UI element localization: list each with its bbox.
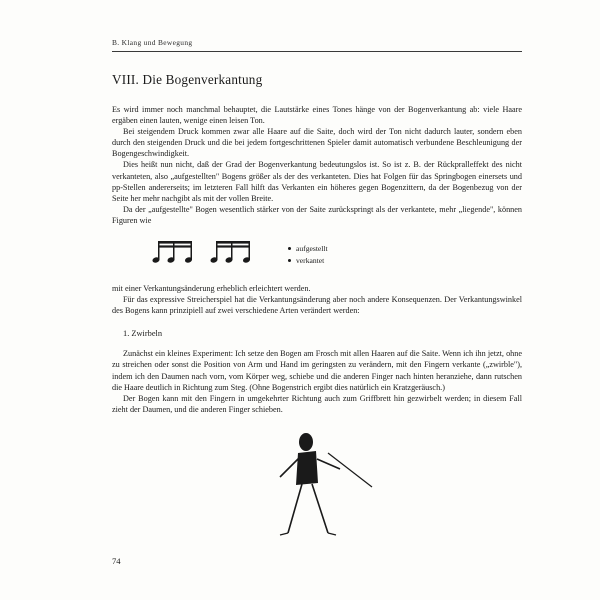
paragraph-4: Da der „aufgestellte" Bogen wesentlich stärker von der Saite zurückspringt als der verkantete, mehr „liegende", können Figuren wie <box>112 204 522 225</box>
paragraph-after-notation-2: Für das expressive Streicherspiel hat die Verkantungsänderung aber noch andere Konsequenzen. Der Verkantungswinkel des Bogens kann prinzipiell auf zwei verschiedene Arten verändert werden: <box>112 295 522 316</box>
page-title: VIII. Die Bogenverkantung <box>112 72 263 87</box>
notation-figure <box>112 235 522 275</box>
header-rule <box>112 51 522 52</box>
legend-item-verkantet: verkantet <box>288 255 328 267</box>
violinist-stick-figure-icon <box>232 425 402 545</box>
paragraph-section-2: Der Bogen kann mit den Fingern in umgekehrter Richtung auch zum Griffbrett hin gezwirbelt werden; in diesem Fall zieht der Daumen, und die anderen Finger schieben. <box>112 393 522 414</box>
legend-item-aufgestellt: aufgestellt <box>288 243 328 255</box>
page-number: 74 <box>112 556 121 566</box>
section-heading: 1. Zwirbeln <box>123 329 163 339</box>
running-head: B. Klang und Bewegung <box>112 38 193 47</box>
bullet-icon <box>288 259 291 262</box>
paragraph-section-1: Zunächst ein kleines Experiment: Ich setze den Bogen am Frosch mit allen Haaren auf die Saite. Wenn ich ihn jetzt, ohne zu streichen oder sonst die Position von Arm und Hand im geringsten zu verändern, mit den Fingern verkante („zwirble"), indem ich den Daumen nach vorn, vom Körper weg, schiebe und die anderen Finger nach hinten heranziehe, dann rutschen die Haare deutlich in Richtung zum Steg. (Ohne Bogenstrich ergibt dies natürlich ein Kratzgeräusch.) <box>112 349 522 392</box>
music-notation-icon <box>152 235 272 275</box>
notation-legend <box>288 243 328 267</box>
paragraph-1: Es wird immer noch manchmal behauptet, die Lautstärke eines Tones hänge von der Bogenverkantung ab: viele Haare ergäben einen lauten, wenige einen leisen Ton. <box>112 105 522 126</box>
paragraph-2: Bei steigendem Druck kommen zwar alle Haare auf die Saite, doch wird der Ton nicht dadurch lauter, sondern eben durch den steigenden Druck und die bei jedem fortgeschrittenen Spieler damit automatisch verbundene Beschleunigung der Bogengeschwindigkeit. <box>112 127 522 159</box>
paragraph-after-notation-1: mit einer Verkantungsänderung erheblich erleichtert werden. <box>112 284 311 294</box>
paragraph-3: Dies heißt nun nicht, daß der Grad der Bogenverkantung bedeutungslos ist. So ist z. B. der Rückpralleffekt des nicht verkanteten, also „aufgestellten" Bogens größer als der des verkanteten. Dies hat Folgen für das Springbogen einersets und pp-Stellen andererseits; im letzteren Fall hilft das Verkanten ein höheres gegen Bogenzittern, da der Bogenbezug von der Seite her mehr nachgibt als mit der vollen Breite. <box>112 160 522 203</box>
bullet-icon <box>288 247 291 250</box>
